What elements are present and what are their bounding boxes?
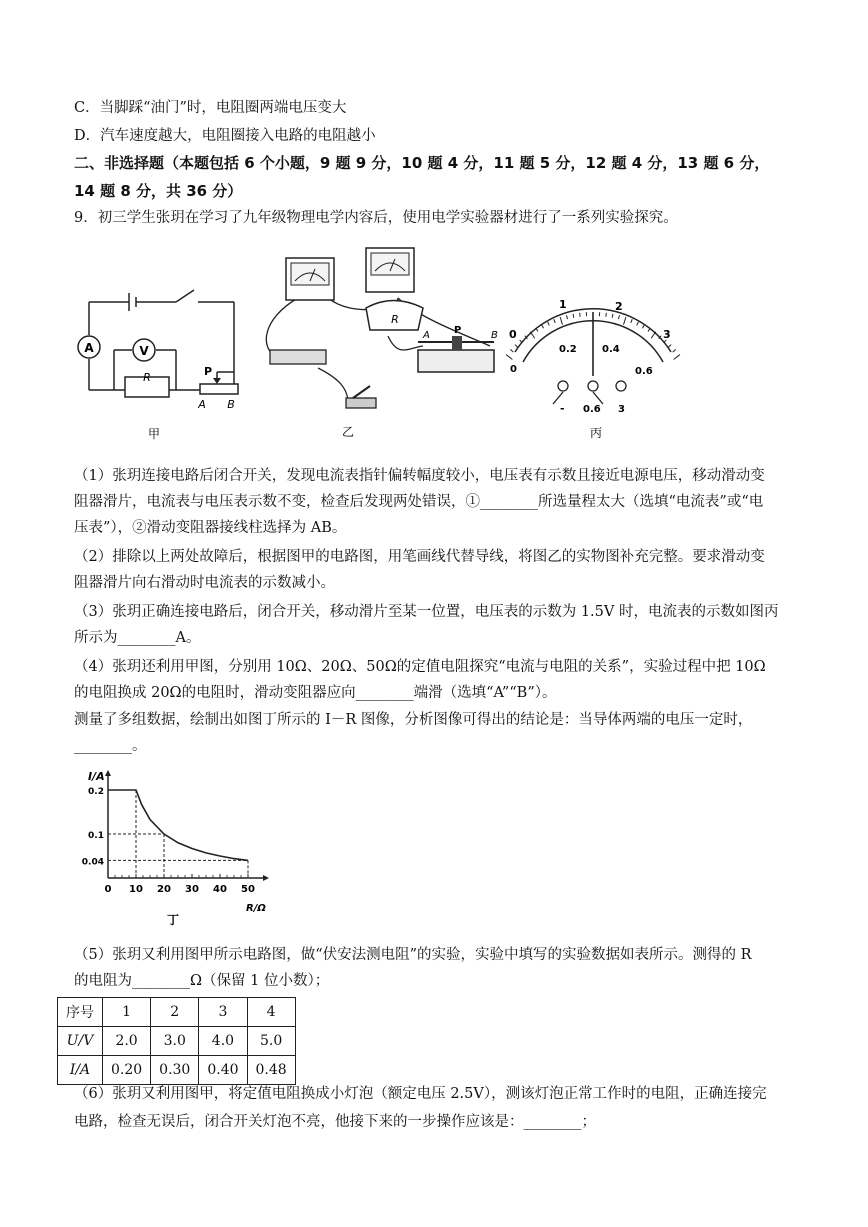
dial-tick-mark (567, 315, 568, 319)
dial-tick-mark (643, 325, 645, 329)
voltmeter-label: V (139, 344, 149, 358)
dial-top-tick-1: 1 (559, 298, 567, 311)
chart-x-tick-label: 30 (185, 884, 199, 895)
x-axis-arrow-icon (263, 875, 269, 881)
end-b-label: B (227, 398, 235, 411)
dial-top-tick-0: 0 (509, 328, 517, 341)
dial-tick-mark (637, 322, 639, 326)
part-4-line-2: 的电阻换成 20Ω的电阻时，滑动变阻器应向________端滑（选填“A”“B”）。 (74, 685, 557, 701)
table-cell: I/A (58, 1056, 103, 1085)
rheostat (200, 384, 238, 394)
dial-bottom-tick-2: 0.6 (635, 366, 653, 377)
table-cell: 0.20 (103, 1056, 151, 1085)
part-4-line-1: （4）张玥还利用甲图，分别用 10Ω、20Ω、50Ω的定值电阻探究“电流与电阻的关系”，实验过程中把 10Ω (74, 659, 766, 675)
chart-x-axis-label: R/Ω (246, 903, 266, 914)
dial-tick-mark (560, 317, 562, 325)
end-a-label: A (198, 398, 206, 411)
rheostat-a-label: A (423, 330, 430, 341)
figure-yi-apparatus (258, 238, 503, 444)
dial-tick-mark (573, 314, 574, 318)
chart-title: 丁 (166, 913, 180, 927)
chart-x-tick-label: 0 (104, 884, 112, 895)
dial-tick-mark (631, 319, 632, 323)
resistor-label: R (143, 371, 151, 384)
chart-x-tick-label: 20 (157, 884, 171, 895)
rheostat-device (418, 350, 494, 372)
dial-tick-mark (612, 314, 613, 318)
i-r-curve (108, 790, 248, 860)
dial-tick-mark (515, 345, 518, 348)
section-heading-line1: 二、非选择题（本题包括 6 个小题，9 题 9 分，10 题 4 分，11 题 5 分，12 题 4 分，13 题 6 分， (74, 154, 770, 172)
part-5-line-1: （5）张玥又利用图甲所示电路图，做“伏安法测电阻”的实验，实验中填写的实验数据如表所示。测得的 R (74, 947, 752, 963)
table-cell: 3.0 (151, 1027, 199, 1056)
part-1-line-3: 压表”），②滑动变阻器接线柱选择为 AB。 (74, 520, 347, 536)
table-row (58, 1027, 296, 1056)
part-2-line-1: （2）排除以上两处故障后，根据图甲的电路图，用笔画线代替导线，将图乙的实物图补充完整。要求滑动变 (74, 549, 765, 565)
part-2-line-2: 阻器滑片向右滑动时电流表的示数减小。 (74, 575, 335, 591)
part-1-line-1: （1）张玥连接电路后闭合开关，发现电流表指针偏转幅度较小，电压表有示数且接近电源电压，移动滑动变 (74, 468, 765, 484)
table-cell: 0.40 (199, 1056, 247, 1085)
y-axis-arrow-icon (105, 770, 111, 776)
dial-top-tick-3: 3 (663, 328, 671, 341)
terminal-0-6-icon (588, 381, 598, 391)
table-header-cell: 1 (103, 998, 151, 1027)
part-4-line-3: 测量了多组数据，绘制出如图丁所示的 I－R 图像，分析图像可得出的结论是：当导体两端的电压一定时， (74, 712, 753, 728)
part-6-line-2: 电路，检查无误后，闭合开关灯泡不亮，他接下来的一步操作应该是：________； (74, 1114, 596, 1130)
chart-y-tick-label: 0.1 (88, 831, 104, 841)
figure-yi-caption: 乙 (341, 425, 355, 439)
dial-tick-mark (651, 332, 656, 339)
ammeter-label: A (84, 341, 94, 355)
figure-bing-caption: 丙 (589, 426, 603, 440)
terminal-3-icon (616, 381, 626, 391)
dial-tick-mark (554, 319, 555, 323)
data-table (57, 997, 296, 1085)
dial-tick-mark (674, 355, 680, 360)
option-d: D．汽车速度越大，电阻圈接入电路的电阻越小 (74, 128, 376, 144)
table-cell: 4.0 (199, 1027, 247, 1056)
dial-tick-mark (530, 332, 535, 339)
dial-tick-mark (668, 345, 671, 348)
figure-bing-ammeter-dial (503, 292, 683, 444)
dial-tick-mark (510, 349, 513, 352)
slider-label: P (203, 365, 213, 378)
part-3-line-2: 所示为________A。 (74, 630, 201, 646)
battery-device (270, 350, 326, 364)
chart-y-tick-label: 0.2 (88, 787, 104, 797)
table-header-cell: 序号 (58, 998, 103, 1027)
table-header-cell: 4 (247, 998, 295, 1027)
figure-ding-i-r-chart (78, 768, 278, 928)
terminal-negative-label: - (560, 402, 565, 415)
figure-jia-caption: 甲 (147, 427, 161, 441)
figure-jia-circuit (74, 282, 249, 442)
dial-tick-mark (619, 315, 620, 319)
chart-x-tick-label: 50 (241, 884, 255, 895)
table-header-row (58, 998, 296, 1027)
part-6-line-1: （6）张玥又利用图甲，将定值电阻换成小灯泡（额定电压 2.5V），测该灯泡正常工作时的电阻，正确连接完 (74, 1086, 767, 1102)
slider-arrow-icon (213, 378, 221, 384)
dial-tick-mark (673, 349, 676, 352)
rheostat-b-label: B (491, 330, 498, 341)
table-header-cell: 3 (199, 998, 247, 1027)
terminal-0-6-label: 0.6 (583, 404, 601, 415)
chart-x-tick-label: 10 (129, 884, 143, 895)
rheostat-p-label: P (454, 325, 462, 336)
table-cell: 0.48 (247, 1056, 295, 1085)
dial-top-tick-2: 2 (615, 300, 623, 313)
question-9-stem: 9．初三学生张玥在学习了九年级物理电学内容后，使用电学实验器材进行了一系列实验探究。 (74, 210, 678, 226)
dial-tick-mark (624, 317, 626, 325)
dial-tick-mark (542, 325, 544, 329)
table-cell: 5.0 (247, 1027, 295, 1056)
chart-x-tick-label: 40 (213, 884, 227, 895)
part-3-line-1: （3）张玥正确连接电路后，闭合开关，移动滑片至某一位置，电压表的示数为 1.5V 时，电流表的示数如图丙 (74, 604, 779, 620)
dial-bottom-tick-0: 0.2 (559, 344, 577, 355)
terminal-3-label: 3 (618, 404, 625, 415)
part-4-line-4: ________。 (74, 738, 147, 754)
table-header-cell: 2 (151, 998, 199, 1027)
chart-y-axis-label: I/A (88, 770, 105, 783)
switch-device (346, 398, 376, 408)
part-1-line-2: 阻器滑片，电流表与电压表示数不变，检查后发现两处错误，①________所选量程太大（选填“电流表”或“电 (74, 494, 764, 510)
dial-tick-mark (548, 322, 550, 326)
svg-text:0: 0 (510, 364, 517, 375)
section-heading-line2: 14 题 8 分，共 36 分） (74, 182, 243, 200)
terminal-negative-icon (558, 381, 568, 391)
option-c: C．当脚踩“油门”时，电阻圈两端电压变大 (74, 100, 347, 116)
table-cell: U/V (58, 1027, 103, 1056)
table-row (58, 1056, 296, 1085)
chart-y-tick-label: 0.04 (81, 857, 104, 868)
dial-tick-mark (506, 355, 512, 360)
table-cell: 0.30 (151, 1056, 199, 1085)
dial-bottom-tick-1: 0.4 (602, 344, 620, 355)
table-cell: 2.0 (103, 1027, 151, 1056)
resistor-device-label: R (391, 313, 399, 326)
part-5-line-2: 的电阻为________Ω（保留 1 位小数）； (74, 973, 330, 989)
